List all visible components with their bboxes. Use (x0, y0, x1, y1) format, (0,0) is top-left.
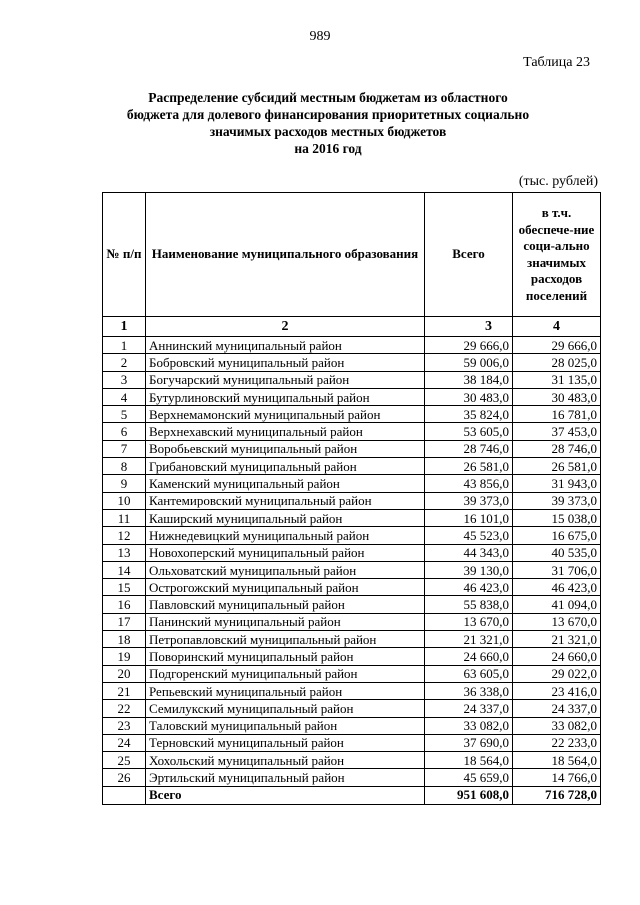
title-line: на 2016 год (294, 141, 362, 156)
table-row (103, 665, 601, 682)
title-line: бюджета для долевого финансирования приоритетных социально (126, 107, 530, 122)
table-label: Таблица 23 (523, 55, 590, 70)
table-row (103, 734, 601, 751)
municipality-name: Хохольский муниципальный район (146, 752, 425, 769)
title-line: Распределение субсидий местным бюджетам из областного (148, 90, 508, 105)
incl-amount: 28 025,0 (513, 354, 601, 371)
table-row (103, 492, 601, 509)
row-number: 10 (103, 492, 146, 509)
municipality-name: Верхнехавский муниципальный район (146, 423, 425, 440)
incl-amount: 14 766,0 (513, 769, 601, 786)
table-row (103, 544, 601, 561)
total-amount: 24 660,0 (425, 648, 513, 665)
table-body (103, 337, 601, 787)
total-amount: 33 082,0 (425, 717, 513, 734)
total-amount: 55 838,0 (425, 596, 513, 613)
row-number: 26 (103, 769, 146, 786)
column-number-row (103, 317, 601, 337)
table-row (103, 596, 601, 613)
row-number: 6 (103, 423, 146, 440)
municipality-name: Поворинский муниципальный район (146, 648, 425, 665)
municipality-name: Эртильский муниципальный район (146, 769, 425, 786)
total-amount: 37 690,0 (425, 734, 513, 751)
total-amount: 63 605,0 (425, 665, 513, 682)
total-amount: 24 337,0 (425, 700, 513, 717)
total-amount: 21 321,0 (425, 631, 513, 648)
incl-amount: 22 233,0 (513, 734, 601, 751)
municipality-name: Каменский муниципальный район (146, 475, 425, 492)
incl-amount: 37 453,0 (513, 423, 601, 440)
incl-amount: 31 135,0 (513, 371, 601, 388)
municipality-name: Бобровский муниципальный район (146, 354, 425, 371)
incl-amount: 29 666,0 (513, 337, 601, 354)
municipality-name: Подгоренский муниципальный район (146, 665, 425, 682)
total-amount: 18 564,0 (425, 752, 513, 769)
incl-amount: 46 423,0 (513, 579, 601, 596)
table-row (103, 579, 601, 596)
row-number: 5 (103, 406, 146, 423)
total-amount: 36 338,0 (425, 682, 513, 699)
total-amount: 39 373,0 (425, 492, 513, 509)
table-row (103, 354, 601, 371)
table-row (103, 406, 601, 423)
table-row (103, 700, 601, 717)
incl-amount: 24 660,0 (513, 648, 601, 665)
incl-amount: 18 564,0 (513, 752, 601, 769)
table-row (103, 440, 601, 457)
column-number: 3 (425, 317, 513, 337)
row-number: 24 (103, 734, 146, 751)
total-num-cell (103, 786, 146, 804)
row-number: 18 (103, 631, 146, 648)
row-number: 1 (103, 337, 146, 354)
header-num: № п/п (103, 193, 146, 317)
total-amount: 45 523,0 (425, 527, 513, 544)
total-sum: 951 608,0 (425, 786, 513, 804)
incl-amount: 16 675,0 (513, 527, 601, 544)
total-amount: 44 343,0 (425, 544, 513, 561)
incl-amount: 15 038,0 (513, 509, 601, 526)
table-row (103, 371, 601, 388)
row-number: 23 (103, 717, 146, 734)
total-amount: 26 581,0 (425, 458, 513, 475)
total-amount: 46 423,0 (425, 579, 513, 596)
row-number: 2 (103, 354, 146, 371)
document-title (98, 89, 558, 157)
table-row (103, 648, 601, 665)
municipality-name: Грибановский муниципальный район (146, 458, 425, 475)
incl-amount: 13 670,0 (513, 613, 601, 630)
incl-amount: 24 337,0 (513, 700, 601, 717)
municipality-name: Ольховатский муниципальный район (146, 561, 425, 578)
column-number: 1 (103, 317, 146, 337)
table-row (103, 631, 601, 648)
municipality-name: Кантемировский муниципальный район (146, 492, 425, 509)
header-incl: в т.ч. обеспече-ние соци-ально значимых расходов поселений (513, 193, 601, 317)
municipality-name: Аннинский муниципальный район (146, 337, 425, 354)
table-row (103, 752, 601, 769)
row-number: 25 (103, 752, 146, 769)
incl-amount: 40 535,0 (513, 544, 601, 561)
total-amount: 59 006,0 (425, 354, 513, 371)
table-row (103, 682, 601, 699)
municipality-name: Воробьевский муниципальный район (146, 440, 425, 457)
table-row (103, 613, 601, 630)
incl-amount: 21 321,0 (513, 631, 601, 648)
row-number: 21 (103, 682, 146, 699)
table-row (103, 337, 601, 354)
table-header-row (103, 193, 601, 317)
total-amount: 29 666,0 (425, 337, 513, 354)
total-amount: 16 101,0 (425, 509, 513, 526)
municipality-name: Верхнемамонский муниципальный район (146, 406, 425, 423)
municipality-name: Острогожский муниципальный район (146, 579, 425, 596)
total-label: Всего (146, 786, 425, 804)
total-amount: 13 670,0 (425, 613, 513, 630)
incl-amount: 23 416,0 (513, 682, 601, 699)
table-row (103, 458, 601, 475)
total-incl-sum: 716 728,0 (513, 786, 601, 804)
units-note: (тыс. рублей) (518, 174, 598, 189)
table-row (103, 423, 601, 440)
total-amount: 43 856,0 (425, 475, 513, 492)
incl-amount: 30 483,0 (513, 388, 601, 405)
table-row (103, 388, 601, 405)
municipality-name: Семилукский муниципальный район (146, 700, 425, 717)
incl-amount: 28 746,0 (513, 440, 601, 457)
incl-amount: 41 094,0 (513, 596, 601, 613)
row-number: 20 (103, 665, 146, 682)
column-number: 2 (146, 317, 425, 337)
table-row (103, 717, 601, 734)
incl-amount: 31 706,0 (513, 561, 601, 578)
total-amount: 38 184,0 (425, 371, 513, 388)
row-number: 3 (103, 371, 146, 388)
row-number: 12 (103, 527, 146, 544)
header-name: Наименование муниципального образования (146, 193, 425, 317)
header-total: Всего (425, 193, 513, 317)
incl-amount: 16 781,0 (513, 406, 601, 423)
municipality-name: Павловский муниципальный район (146, 596, 425, 613)
table-row (103, 527, 601, 544)
municipality-name: Терновский муниципальный район (146, 734, 425, 751)
row-number: 11 (103, 509, 146, 526)
incl-amount: 39 373,0 (513, 492, 601, 509)
total-amount: 45 659,0 (425, 769, 513, 786)
municipality-name: Новохоперский муниципальный район (146, 544, 425, 561)
table-row (103, 475, 601, 492)
row-number: 13 (103, 544, 146, 561)
municipality-name: Богучарский муниципальный район (146, 371, 425, 388)
municipality-name: Панинский муниципальный район (146, 613, 425, 630)
total-amount: 28 746,0 (425, 440, 513, 457)
total-amount: 39 130,0 (425, 561, 513, 578)
page-number: 989 (309, 29, 331, 44)
row-number: 9 (103, 475, 146, 492)
total-amount: 53 605,0 (425, 423, 513, 440)
incl-amount: 29 022,0 (513, 665, 601, 682)
municipality-name: Каширский муниципальный район (146, 509, 425, 526)
municipality-name: Таловский муниципальный район (146, 717, 425, 734)
municipality-name: Бутурлиновский муниципальный район (146, 388, 425, 405)
incl-amount: 26 581,0 (513, 458, 601, 475)
total-amount: 30 483,0 (425, 388, 513, 405)
title-line: значимых расходов местных бюджетов (209, 124, 447, 139)
incl-amount: 33 082,0 (513, 717, 601, 734)
total-row (103, 786, 601, 804)
row-number: 17 (103, 613, 146, 630)
row-number: 14 (103, 561, 146, 578)
municipality-name: Нижнедевицкий муниципальный район (146, 527, 425, 544)
row-number: 8 (103, 458, 146, 475)
total-amount: 35 824,0 (425, 406, 513, 423)
municipality-name: Репьевский муниципальный район (146, 682, 425, 699)
table-row (103, 561, 601, 578)
incl-amount: 31 943,0 (513, 475, 601, 492)
row-number: 16 (103, 596, 146, 613)
table-row (103, 509, 601, 526)
subsidy-table (102, 192, 601, 805)
row-number: 4 (103, 388, 146, 405)
column-number: 4 (513, 317, 601, 337)
table-row (103, 769, 601, 786)
row-number: 19 (103, 648, 146, 665)
municipality-name: Петропавловский муниципальный район (146, 631, 425, 648)
row-number: 7 (103, 440, 146, 457)
row-number: 22 (103, 700, 146, 717)
row-number: 15 (103, 579, 146, 596)
